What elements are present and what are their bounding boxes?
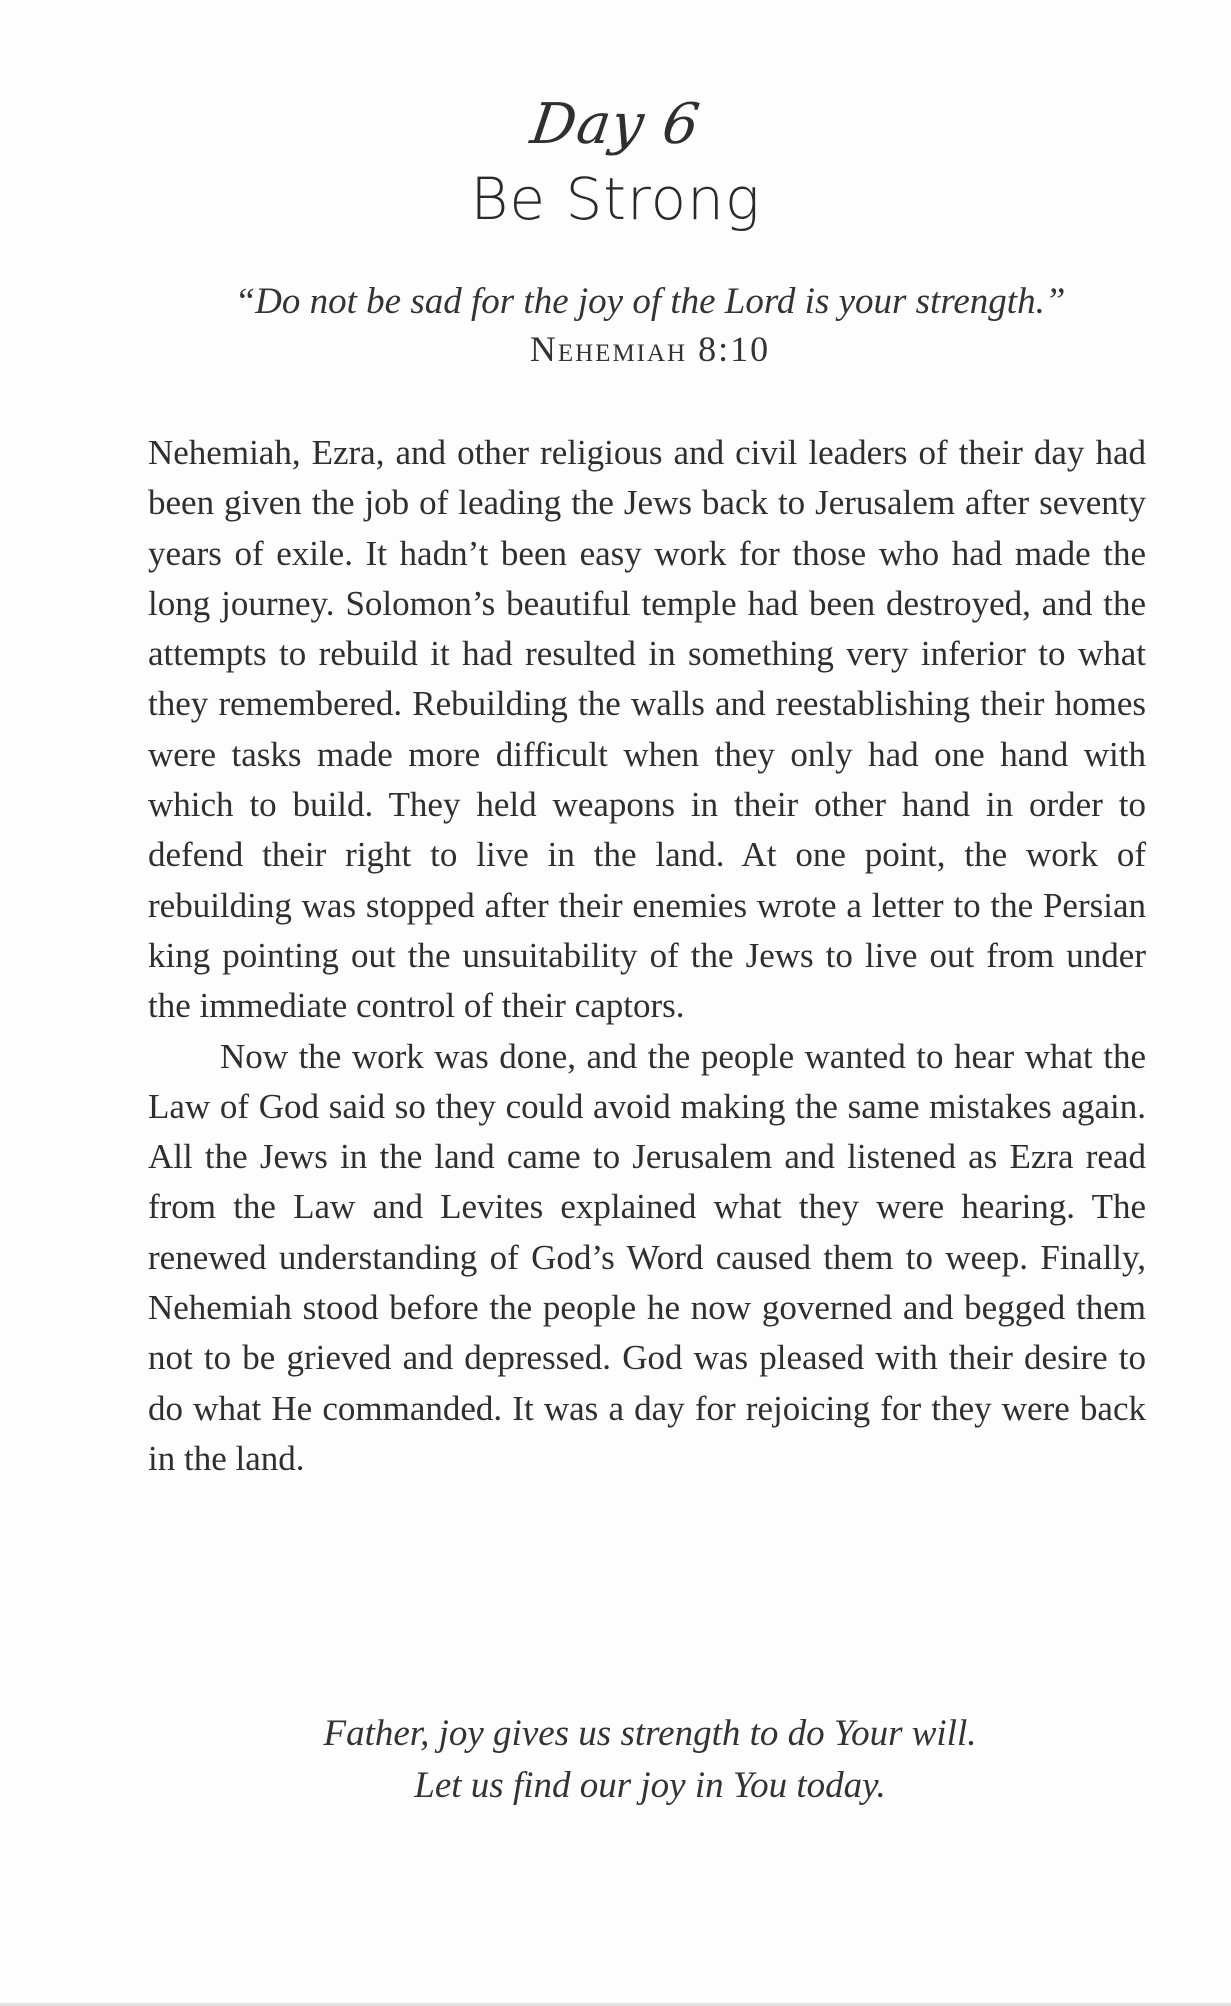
paragraph-1: Nehemiah, Ezra, and other religious and civil leaders of their day had been given the job of leading the Jews back to Jerusalem after seventy years of exile. It hadn’t been easy work for those who had made the long journey. Solomon’s beautiful temple had been destroyed, and the attempts to rebuild it had resulted in something very inferior to what they remembered. Rebuilding the walls and reestablishing their homes were tasks made more difficult when they only had one hand with which to build. They held weapons in their other hand in order to defend their right to live in the land. At one point, the work of rebuilding was stopped after their enemies wrote a letter to the Persian king pointing out the unsuitability of the Jews to live out from under the immediate control of their captors. [148,433,1146,1026]
scripture-reference: Nehemiah 8:10 [529,329,771,369]
paragraph-2: Now the work was done, and the people wanted to hear what the Law of God said so they could avoid making the same mistakes again. All the Jews in the land came to Jerusalem and listened as Ezra read from the Law and Levites explained what they were hearing. The renewed understanding of God’s Word caused them to weep. Finally, Nehemiah stood before the people he now governed and begged them not to be grieved and depressed. God was pleased with their desire to do what He commanded. It was a day for rejoicing for they were back in the land. [148,1036,1146,1478]
epigraph-quote: “Do not be sad for the joy of the Lord is your strength.” [234,281,1066,322]
prayer-line-1: Father, joy gives us strength to do Your will. [323,1713,977,1754]
day-label: Day 6 [526,92,705,157]
closing-prayer [150,1708,1150,1812]
page-title: Be Strong [470,165,761,233]
prayer-line-2: Let us find our joy in You today. [414,1765,886,1806]
devotional-body [148,428,1146,1484]
